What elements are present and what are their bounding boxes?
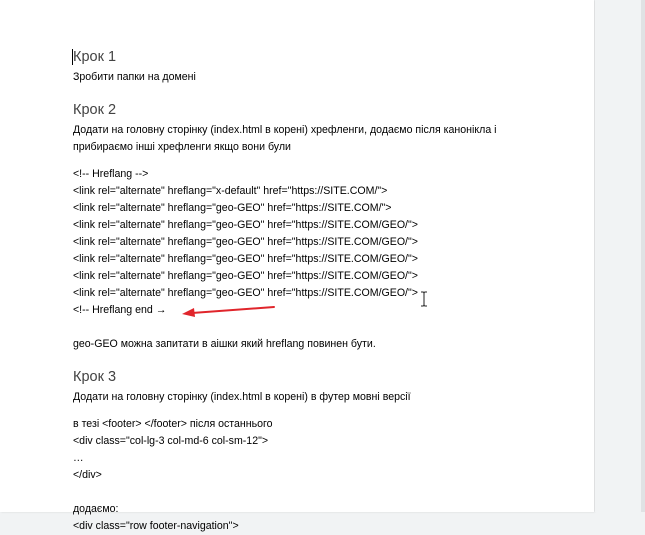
step3-add-label: додаємо:: [73, 503, 119, 515]
code-line: в тезі <footer> </footer> після останнього: [73, 418, 273, 430]
code-line: <link rel="alternate" hreflang="geo-GEO" href="https://SITE.COM/">: [73, 202, 392, 214]
step3-text: Додати на головну сторінку (index.html в корені) в футер мовні версії: [73, 391, 411, 403]
code-line: <link rel="alternate" hreflang="geo-GEO" href="https://SITE.COM/GEO/">: [73, 236, 418, 248]
code-line: <link rel="alternate" hreflang="geo-GEO" href="https://SITE.COM/GEO/">: [73, 219, 418, 231]
code-line: …: [73, 452, 84, 464]
step2-note: geo-GEO можна запитати в аішки який hreflang повинен бути.: [73, 338, 376, 350]
code-line: <div class="row footer-navigation">: [73, 520, 239, 532]
step2-heading: Крок 2: [73, 102, 117, 118]
step1-heading: [73, 46, 543, 68]
page-gutter: [595, 0, 645, 512]
code-line: <link rel="alternate" hreflang="geo-GEO" href="https://SITE.COM/GEO/">: [73, 253, 418, 265]
code-line: <div class="col-lg-3 col-md-6 col-sm-12">: [73, 435, 269, 447]
step1-text: Зробити папки на домені: [73, 71, 196, 83]
document-body[interactable]: [73, 46, 543, 535]
step3-heading: Крок 3: [73, 369, 117, 385]
code-line: <link rel="alternate" hreflang="x-default" href="https://SITE.COM/">: [73, 185, 388, 197]
code-line: <link rel="alternate" hreflang="geo-GEO" href="https://SITE.COM/GEO/">: [73, 270, 418, 282]
step3-code-block: [73, 416, 543, 484]
code-line: <link rel="alternate" hreflang="geo-GEO" href="https://SITE.COM/GEO/">: [73, 287, 418, 299]
text-cursor-icon: [420, 291, 428, 307]
text-caret: [72, 49, 73, 65]
code-line: <!-- Hreflang -->: [73, 168, 149, 180]
step1-title: Крок 1: [73, 49, 117, 65]
step2-code-block: [73, 166, 543, 319]
code-line: </div>: [73, 469, 102, 481]
step2-text: Додати на головну сторінку (index.html в корені) хрефленги, додаємо після канонікла і прибираємо інші хрефленги якщо вони були: [73, 124, 497, 153]
red-arrow-icon: [180, 304, 275, 318]
scrollbar-track[interactable]: [641, 0, 645, 512]
code-line: <!-- Hreflang end →: [73, 304, 167, 316]
